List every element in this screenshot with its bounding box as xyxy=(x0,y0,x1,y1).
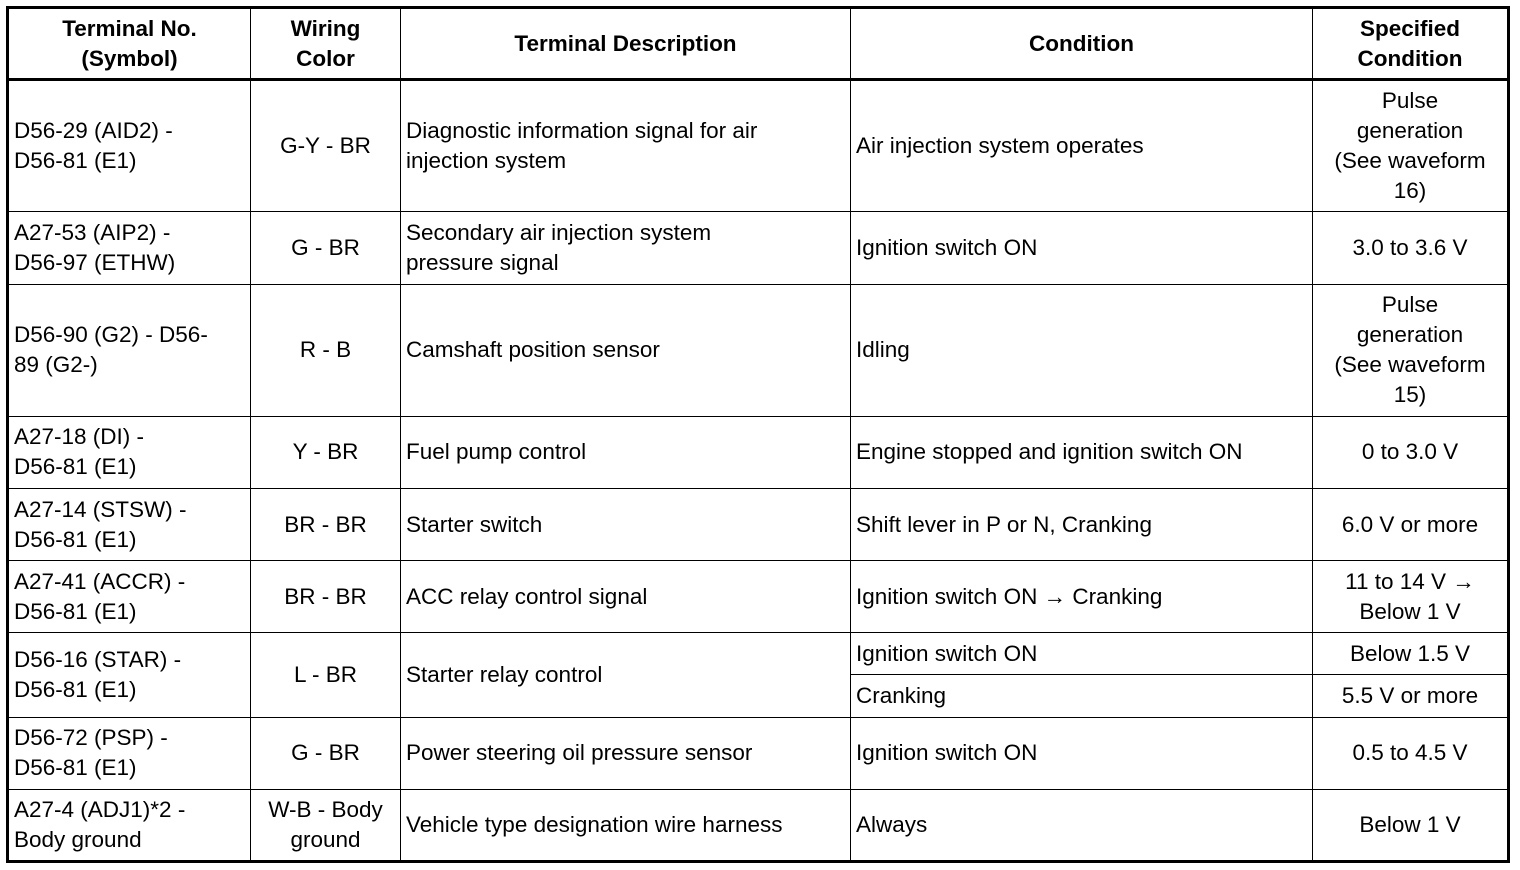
condition-cell: Ignition switch ON xyxy=(851,633,1313,675)
condition-cell: Idling xyxy=(851,284,1313,416)
specified-condition-cell: 0.5 to 4.5 V xyxy=(1313,717,1509,789)
description-cell: Fuel pump control xyxy=(401,416,851,488)
wiring-color-cell: W-B - Body ground xyxy=(251,789,401,861)
table-row xyxy=(8,416,1509,488)
header-condition: Condition xyxy=(851,8,1313,80)
condition-cell: Ignition switch ON xyxy=(851,717,1313,789)
description-cell: Diagnostic information signal for air injection system xyxy=(401,80,851,212)
terminal-cell: A27-14 (STSW) - D56-81 (E1) xyxy=(8,489,251,561)
description-cell: Secondary air injection system pressure signal xyxy=(401,212,851,284)
terminal-cell: A27-53 (AIP2) - D56-97 (ETHW) xyxy=(8,212,251,284)
condition-cell: Engine stopped and ignition switch ON xyxy=(851,416,1313,488)
table-row xyxy=(8,489,1509,561)
terminal-cell: D56-72 (PSP) - D56-81 (E1) xyxy=(8,717,251,789)
terminal-cell: D56-16 (STAR) - D56-81 (E1) xyxy=(8,633,251,717)
specified-condition-cell: Below 1.5 V xyxy=(1313,633,1509,675)
terminal-cell: A27-41 (ACCR) - D56-81 (E1) xyxy=(8,561,251,633)
description-cell: Starter switch xyxy=(401,489,851,561)
description-cell: Power steering oil pressure sensor xyxy=(401,717,851,789)
description-cell: Camshaft position sensor xyxy=(401,284,851,416)
condition-cell: Ignition switch ON xyxy=(851,212,1313,284)
wiring-color-cell: BR - BR xyxy=(251,489,401,561)
terminal-cell: D56-29 (AID2) - D56-81 (E1) xyxy=(8,80,251,212)
table-row xyxy=(8,789,1509,861)
specified-condition-cell: Below 1 V xyxy=(1313,789,1509,861)
header-terminal-description: Terminal Description xyxy=(401,8,851,80)
condition-cell: Air injection system operates xyxy=(851,80,1313,212)
table-row xyxy=(8,212,1509,284)
table-row xyxy=(8,561,1509,633)
table-row xyxy=(8,717,1509,789)
specified-condition-cell: 11 to 14 V → Below 1 V xyxy=(1313,561,1509,633)
condition-cell: Cranking xyxy=(851,675,1313,717)
wiring-color-cell: L - BR xyxy=(251,633,401,717)
wiring-color-cell: G - BR xyxy=(251,212,401,284)
wiring-color-cell: BR - BR xyxy=(251,561,401,633)
wiring-color-cell: Y - BR xyxy=(251,416,401,488)
specified-condition-cell: 0 to 3.0 V xyxy=(1313,416,1509,488)
header-terminal: Terminal No. (Symbol) xyxy=(8,8,251,80)
description-cell: ACC relay control signal xyxy=(401,561,851,633)
table-row xyxy=(8,284,1509,416)
table-row xyxy=(8,80,1509,212)
table-row xyxy=(8,633,1509,675)
wiring-color-cell: G - BR xyxy=(251,717,401,789)
wiring-color-cell: R - B xyxy=(251,284,401,416)
terminal-cell: D56-90 (G2) - D56- 89 (G2-) xyxy=(8,284,251,416)
specified-condition-cell: 6.0 V or more xyxy=(1313,489,1509,561)
wiring-color-cell: G-Y - BR xyxy=(251,80,401,212)
description-cell: Vehicle type designation wire harness xyxy=(401,789,851,861)
terminal-cell: A27-18 (DI) - D56-81 (E1) xyxy=(8,416,251,488)
specified-condition-cell: 3.0 to 3.6 V xyxy=(1313,212,1509,284)
condition-cell: Ignition switch ON → Cranking xyxy=(851,561,1313,633)
header-row xyxy=(8,8,1509,80)
condition-cell: Shift lever in P or N, Cranking xyxy=(851,489,1313,561)
specified-condition-cell: 5.5 V or more xyxy=(1313,675,1509,717)
condition-cell: Always xyxy=(851,789,1313,861)
terminal-cell: A27-4 (ADJ1)*2 - Body ground xyxy=(8,789,251,861)
header-wiring-color: Wiring Color xyxy=(251,8,401,80)
description-cell: Starter relay control xyxy=(401,633,851,717)
specified-condition-cell: Pulse generation (See waveform 16) xyxy=(1313,80,1509,212)
terminal-spec-table xyxy=(6,6,1510,863)
specified-condition-cell: Pulse generation (See waveform 15) xyxy=(1313,284,1509,416)
header-specified-condition: Specified Condition xyxy=(1313,8,1509,80)
